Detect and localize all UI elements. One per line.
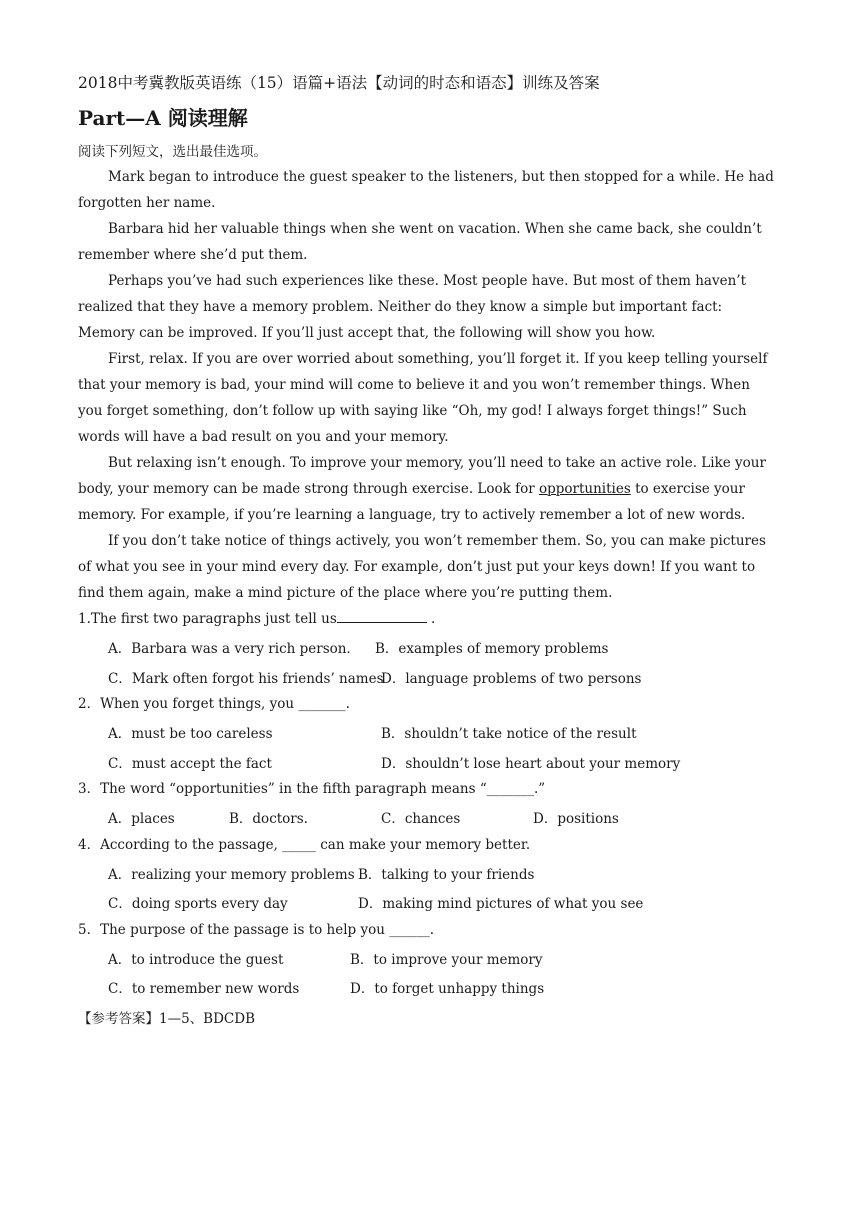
paragraph-5-start: But relaxing isn’t enough. To improve your memory, you’ll need to take an active role. Like your body, your memory can be made strong through exercise. Look for xyxy=(78,455,766,497)
question-1-end: . xyxy=(426,611,436,627)
document-title: 2018中考冀教版英语练（15）语篇+语法【动词的时态和语态】训练及答案 xyxy=(78,74,600,92)
paragraph-2: Barbara hid her valuable things when she went on vacation. When she came back, she couldn’t remember where she’d put them. xyxy=(78,221,762,263)
question-2-options-ab xyxy=(78,717,778,747)
option-b: B．doctors. xyxy=(229,811,308,827)
question-1-options-cd xyxy=(78,662,778,692)
underlined-word: opportunities xyxy=(538,481,631,497)
question-2: 2．When you forget things, you _______. xyxy=(78,696,350,712)
question-3: 3．The word “opportunities” in the fifth paragraph means “_______.” xyxy=(78,781,546,797)
paragraph-3: Perhaps you’ve had such experiences like these. Most people have. But most of them haven’t realized that they have a memory problem. Neither do they know a simple but important fact: Memory can be improved. If you’ll just accept that, the following will show you how. xyxy=(78,273,747,341)
option-a: A．must be too careless xyxy=(108,726,273,742)
paragraph-6: If you don’t take notice of things actively, you won’t remember them. So, you can make pictures of what you see in your mind every day. For example, don’t just put your keys down! If you want to find them again, make a mind picture of the place where you’re putting them. xyxy=(78,533,766,601)
option-c: C．Mark often forgot his friends’ names xyxy=(108,670,384,687)
paragraph-5 xyxy=(78,450,778,528)
option-a: A．Barbara was a very rich person． xyxy=(108,641,360,657)
option-a: A．to introduce the guest xyxy=(108,951,284,968)
option-c: C．to remember new words xyxy=(108,981,300,997)
question-5: 5．The purpose of the passage is to help you ______. xyxy=(78,921,435,938)
option-b: B．shouldn’t take notice of the result xyxy=(381,726,637,742)
paragraph-1: Mark began to introduce the guest speaker to the listeners, but then stopped for a while. He had forgotten her name. xyxy=(78,169,774,211)
paragraph-5-end: to exercise your memory. For example, if you’re learning a language, try to actively remember a lot of new words. xyxy=(78,481,746,523)
option-b: B．to improve your memory xyxy=(350,951,543,968)
question-5-options-cd xyxy=(78,972,778,1002)
paragraph-4: First, relax. If you are over worried about something, you’ll forget it. If you keep telling yourself that your memory is bad, your mind will come to believe it and you won’t remember things. When you forget something, don’t follow up with saying like “Oh, my god! I always forget things!” Such words will have a bad result on you and your memory. xyxy=(78,351,768,445)
option-d: D．making mind pictures of what you see xyxy=(358,896,644,912)
question-4: 4．According to the passage, _____ can make your memory better. xyxy=(78,836,531,853)
question-4-options-cd xyxy=(78,887,778,917)
option-b: B．talking to your friends xyxy=(358,866,535,883)
option-c: C．doing sports every day xyxy=(108,896,288,912)
reference-answer: 【参考答案】1—5、BDCDB xyxy=(78,1010,255,1027)
question-1-options-ab xyxy=(78,632,778,662)
question-5-options-ab xyxy=(78,943,778,973)
option-c: C．must accept the fact xyxy=(108,755,272,772)
option-c: C．chances xyxy=(381,811,461,827)
option-a: A．places xyxy=(108,811,175,827)
option-d: D．positions xyxy=(533,811,619,827)
answer-blank xyxy=(337,608,427,623)
question-1-stem: 1.The first two paragraphs just tell us xyxy=(78,611,337,627)
option-d: D．to forget unhappy things xyxy=(350,981,545,997)
question-1 xyxy=(78,606,778,632)
option-a: A．realizing your memory problems xyxy=(108,866,355,883)
instruction: 阅读下列短文，选出最佳选项。 xyxy=(78,144,267,160)
option-d: D．language problems of two persons xyxy=(381,670,642,687)
question-3-options xyxy=(78,802,778,832)
question-2-options-cd xyxy=(78,747,778,777)
option-b: B．examples of memory problems xyxy=(375,641,609,657)
option-d: D．shouldn’t lose heart about your memory xyxy=(381,755,681,772)
document-page xyxy=(78,72,778,1032)
question-4-options-ab xyxy=(78,858,778,888)
part-title: Part—A 阅读理解 xyxy=(78,106,248,130)
